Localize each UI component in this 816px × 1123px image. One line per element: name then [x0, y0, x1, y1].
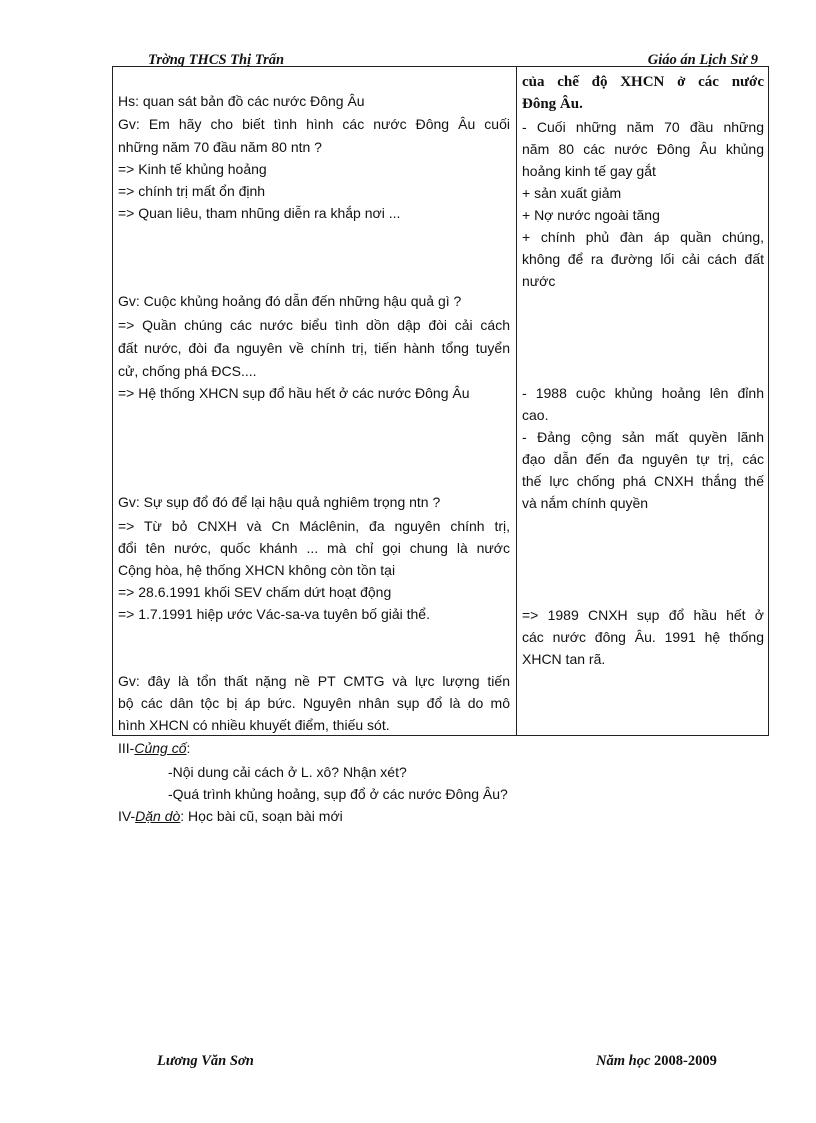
- right-line: - 1988 cuộc khủng hoảng lên đỉnh: [522, 385, 764, 401]
- right-line: hoảng kinh tế gay gắt: [522, 163, 656, 179]
- review-item: -Nội dung cải cách ở L. xô? Nhận xét?: [168, 764, 407, 780]
- review-label: III-: [118, 740, 135, 756]
- left-line: Gv: Cuộc khủng hoảng đó dẫn đến những hậu quả gì ?: [118, 293, 462, 309]
- left-line: Gv: Sự sụp đổ đó để lại hậu quả nghiêm trọng ntn ?: [118, 494, 441, 510]
- right-line: năm 80 các nước Đông Âu khủng: [522, 141, 764, 157]
- left-line: => Từ bỏ CNXH và Cn Máclênin, đa nguyên chính trị,: [118, 518, 510, 534]
- left-line: => Quần chúng các nước biểu tình dồn dập đòi cải cách: [118, 317, 510, 333]
- left-line: => Hệ thống XHCN sụp đổ hầu hết ở các nước Đông Âu: [118, 385, 470, 401]
- review-item: -Quá trình khủng hoảng, sụp đổ ở các nước Đông Âu?: [168, 786, 508, 802]
- right-line: các nước đông Âu. 1991 hệ thống: [522, 629, 764, 645]
- homework-line: [118, 806, 343, 826]
- right-line: thế lực chống phá CNXH thắng thế: [522, 473, 764, 489]
- left-line: Hs: quan sát bản đồ các nước Đông Âu: [118, 93, 365, 109]
- subject-title: Giáo án Lịch Sử 9: [647, 52, 758, 68]
- right-heading-line: của chế độ XHCN ở các nước: [522, 74, 764, 90]
- right-line: không để ra đường lối cải cách đất: [522, 251, 764, 267]
- right-line: + Nợ nước ngoài tăng: [522, 207, 660, 223]
- school-year: [596, 1053, 717, 1070]
- right-line: - Đảng cộng sản mất quyền lãnh: [522, 429, 764, 445]
- right-line: XHCN tan rã.: [522, 651, 606, 667]
- left-line: đổi tên nước, quốc khánh ... mà chỉ gọi chung là nước: [118, 540, 510, 556]
- left-line: đất nước, đòi đa nguyên về chính trị, tiến hành tổng tuyển: [118, 340, 510, 356]
- lesson-table: [112, 66, 769, 736]
- review-title: Củng cố: [134, 740, 187, 756]
- right-line: và nắm chính quyền: [522, 495, 649, 511]
- homework-label: IV-: [118, 808, 136, 824]
- right-line: cao.: [522, 407, 549, 423]
- left-line: Cộng hòa, hệ thống XHCN không còn tồn tại: [118, 562, 396, 578]
- school-name: Trờng THCS Thị Trấn: [148, 52, 285, 68]
- left-line: Gv: đây là tổn thất nặng nề PT CMTG và lực lượng tiến: [118, 673, 510, 689]
- teacher-name: Lương Văn Sơn: [157, 1053, 254, 1069]
- year-value: 2008-2009: [654, 1053, 717, 1069]
- left-line: hình XHCN có nhiều khuyết điểm, thiếu sót.: [118, 717, 390, 733]
- left-line: Gv: Em hãy cho biết tình hình các nước Đông Âu cuối: [118, 116, 510, 132]
- review-heading: [118, 738, 190, 758]
- left-line: => Quan liêu, tham nhũng diễn ra khắp nơi ...: [118, 205, 401, 221]
- right-line: nước: [522, 273, 556, 289]
- left-line: => Kinh tế khủng hoảng: [118, 161, 267, 177]
- right-line: => 1989 CNXH sụp đổ hầu hết ở: [522, 607, 764, 623]
- review-colon: :: [186, 740, 191, 756]
- homework-text: : Học bài cũ, soạn bài mới: [180, 808, 343, 824]
- right-line: + chính phủ đàn áp quần chúng,: [522, 229, 764, 245]
- right-line: đạo dẫn đến đa nguyên tự trị, các: [522, 451, 764, 467]
- right-line: - Cuối những năm 70 đầu những: [522, 119, 764, 135]
- right-heading-line: Đông Âu.: [522, 96, 583, 112]
- year-label: Năm học: [596, 1053, 651, 1069]
- left-line: những năm 70 đầu năm 80 ntn ?: [118, 139, 322, 155]
- left-line: bộ các dân tộc bị áp bức. Nguyên nhân sụp đổ là do mô: [118, 695, 510, 711]
- left-line: => 1.7.1991 hiệp ước Vác-sa-va tuyên bố giải thể.: [118, 606, 430, 622]
- column-divider: [516, 67, 517, 735]
- left-line: => chính trị mất ổn định: [118, 183, 266, 199]
- left-line: cử, chống phá ĐCS....: [118, 363, 257, 379]
- left-line: => 28.6.1991 khối SEV chấm dứt hoạt động: [118, 584, 392, 600]
- homework-title: Dặn dò: [135, 808, 181, 824]
- right-line: + sản xuất giảm: [522, 185, 622, 201]
